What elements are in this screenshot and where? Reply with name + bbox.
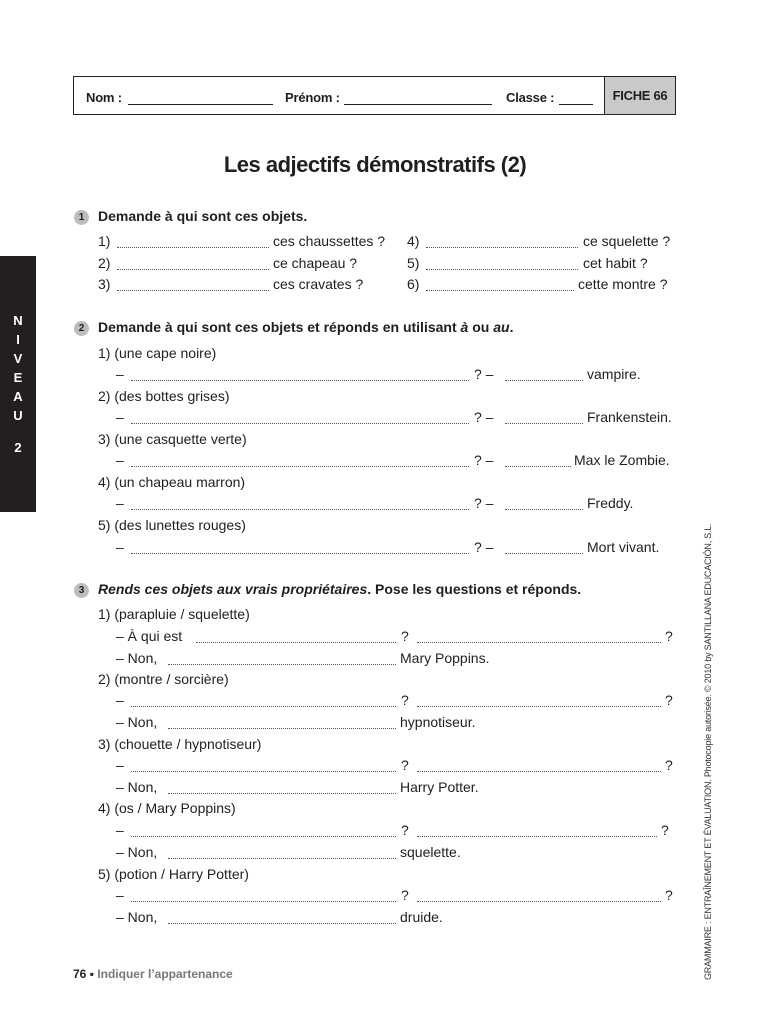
exercise-1-number: 1 <box>74 210 89 225</box>
question-mark: ? <box>665 692 673 708</box>
side-tab-letter: E <box>13 370 23 385</box>
question-mark: ? – <box>474 409 494 425</box>
ex3-answer-start: – Non, <box>116 714 158 730</box>
ex1-item-text: ce chapeau ? <box>273 255 358 271</box>
question-mark: ? <box>401 628 409 644</box>
exercise-3-number: 3 <box>74 583 89 598</box>
dash: – <box>116 409 124 425</box>
ex3-question-line[interactable] <box>417 771 661 772</box>
ex2-item-label: 3) (une casquette verte) <box>98 431 247 447</box>
dash: – <box>116 692 124 708</box>
footer-section: Indiquer l’appartenance <box>97 967 233 981</box>
ex3-answer-line[interactable] <box>168 664 396 665</box>
footer-bullet: ▪ <box>89 967 94 981</box>
exercise-1-title: Demande à qui sont ces objets. <box>98 208 308 224</box>
page-title: Les adjectifs démonstratifs (2) <box>223 152 527 177</box>
ex2-answer-line[interactable] <box>505 380 583 381</box>
level-side-tab <box>0 256 36 512</box>
ex1-item-text: cette montre ? <box>578 276 668 292</box>
question-mark: ? <box>665 887 673 903</box>
ex3-answer-line[interactable] <box>168 728 396 729</box>
nom-field[interactable] <box>128 104 273 105</box>
dash: – <box>116 539 124 555</box>
dash: – <box>116 887 124 903</box>
ex1-item-number: 4) <box>407 233 420 249</box>
ex1-item-text: ces cravates ? <box>273 276 364 292</box>
ex1-item-text: cet habit ? <box>583 255 648 271</box>
ex3-answer-owner: squelette. <box>400 844 461 860</box>
dash: – <box>116 757 124 773</box>
ex2-question-line[interactable] <box>131 423 469 424</box>
ex1-answer-line[interactable] <box>117 290 269 291</box>
ex3-answer-start: – Non, <box>116 844 158 860</box>
ex1-item-number: 2) <box>98 255 111 271</box>
ex2-answer-line[interactable] <box>505 553 583 554</box>
ex2-question-line[interactable] <box>131 553 469 554</box>
side-tab-letter: V <box>13 351 23 366</box>
question-mark: ? <box>401 822 409 838</box>
question-mark: ? <box>661 822 669 838</box>
ex2-answer-owner: Frankenstein. <box>587 409 672 425</box>
exercise-3-title: Rends ces objets aux vrais propriétaires. Pose les questions et réponds. <box>98 581 582 597</box>
prenom-label: Prénom : <box>285 90 340 105</box>
page-footer <box>73 967 233 981</box>
dash: – <box>116 452 124 468</box>
ex2-answer-line[interactable] <box>505 466 571 467</box>
exercise-2-number: 2 <box>74 321 89 336</box>
ex3-question-line[interactable] <box>417 642 661 643</box>
classe-label: Classe : <box>506 90 555 105</box>
ex2-answer-line[interactable] <box>505 423 583 424</box>
side-tab-letter: I <box>16 332 20 347</box>
classe-field[interactable] <box>559 104 593 105</box>
side-tab-letter: N <box>13 313 23 328</box>
page-number: 76 <box>73 967 87 981</box>
ex2-answer-owner: Max le Zombie. <box>574 452 670 468</box>
prenom-field[interactable] <box>344 104 492 105</box>
dash: – <box>116 366 124 382</box>
ex3-item-label: 5) (potion / Harry Potter) <box>98 866 249 882</box>
dash: – <box>116 822 124 838</box>
ex2-question-line[interactable] <box>131 380 469 381</box>
ex1-item-number: 5) <box>407 255 420 271</box>
ex1-item-number: 6) <box>407 276 420 292</box>
ex2-answer-owner: vampire. <box>587 366 641 382</box>
question-mark: ? <box>401 692 409 708</box>
header-box <box>73 76 676 115</box>
ex3-answer-start: – Non, <box>116 779 158 795</box>
fiche-number: FICHE 66 <box>604 77 675 114</box>
side-tab-letter: 2 <box>14 440 22 455</box>
ex2-question-line[interactable] <box>131 509 469 510</box>
question-mark: ? <box>401 757 409 773</box>
ex3-answer-owner: hypnotiseur. <box>400 714 476 730</box>
side-tab-letter: A <box>13 389 23 404</box>
ex1-answer-line[interactable] <box>426 290 574 291</box>
question-mark: ? <box>401 887 409 903</box>
ex3-answer-line[interactable] <box>168 858 396 859</box>
dash: – <box>116 495 124 511</box>
question-mark: ? <box>665 757 673 773</box>
exercise-2-title: Demande à qui sont ces objets et réponds en utilisant à ou au. <box>98 319 514 335</box>
ex1-answer-line[interactable] <box>426 247 578 248</box>
ex3-question-line[interactable] <box>131 706 396 707</box>
ex2-item-label: 1) (une cape noire) <box>98 345 217 361</box>
ex3-answer-owner: Mary Poppins. <box>400 650 490 666</box>
ex3-item-label: 3) (chouette / hypnotiseur) <box>98 736 262 752</box>
question-mark: ? – <box>474 539 494 555</box>
ex3-question-start: – À qui est <box>116 628 183 644</box>
ex3-item-label: 4) (os / Mary Poppins) <box>98 800 236 816</box>
ex3-answer-owner: Harry Potter. <box>400 779 479 795</box>
ex3-answer-start: – Non, <box>116 650 158 666</box>
ex1-answer-line[interactable] <box>117 269 269 270</box>
question-mark: ? – <box>474 366 494 382</box>
ex3-answer-line[interactable] <box>168 793 396 794</box>
ex3-answer-start: – Non, <box>116 909 158 925</box>
ex3-question-line[interactable] <box>196 642 396 643</box>
ex3-question-line[interactable] <box>131 771 396 772</box>
ex3-item-label: 1) (parapluie / squelette) <box>98 606 250 622</box>
question-mark: ? – <box>474 452 494 468</box>
ex2-answer-line[interactable] <box>505 509 583 510</box>
ex1-answer-line[interactable] <box>426 269 578 270</box>
ex2-answer-owner: Mort vivant. <box>587 539 660 555</box>
ex3-item-label: 2) (montre / sorcière) <box>98 671 229 687</box>
ex3-question-line[interactable] <box>417 836 657 837</box>
ex1-item-number: 3) <box>98 276 111 292</box>
side-tab-letter: U <box>13 408 23 423</box>
ex2-item-label: 5) (des lunettes rouges) <box>98 517 246 533</box>
ex2-item-label: 4) (un chapeau marron) <box>98 474 246 490</box>
question-mark: ? <box>665 628 673 644</box>
copyright-credit: GRAMMAIRE : ENTRAÎNEMENT ET ÉVALUATION. Photocopie autorisée. © 2010 by SANTILLANA EDUCACIÓN, S.L. <box>703 523 713 980</box>
ex3-question-line[interactable] <box>131 901 396 902</box>
ex3-answer-line[interactable] <box>168 923 396 924</box>
ex2-item-label: 2) (des bottes grises) <box>98 388 230 404</box>
question-mark: ? – <box>474 495 494 511</box>
ex3-question-line[interactable] <box>417 901 661 902</box>
ex1-item-text: ce squelette ? <box>583 233 671 249</box>
ex1-item-text: ces chaussettes ? <box>273 233 386 249</box>
ex3-question-line[interactable] <box>131 836 396 837</box>
ex3-question-line[interactable] <box>417 706 661 707</box>
ex2-question-line[interactable] <box>131 466 469 467</box>
ex1-answer-line[interactable] <box>117 247 269 248</box>
ex2-answer-owner: Freddy. <box>587 495 634 511</box>
ex1-item-number: 1) <box>98 233 111 249</box>
ex3-answer-owner: druide. <box>400 909 443 925</box>
nom-label: Nom : <box>86 90 122 105</box>
